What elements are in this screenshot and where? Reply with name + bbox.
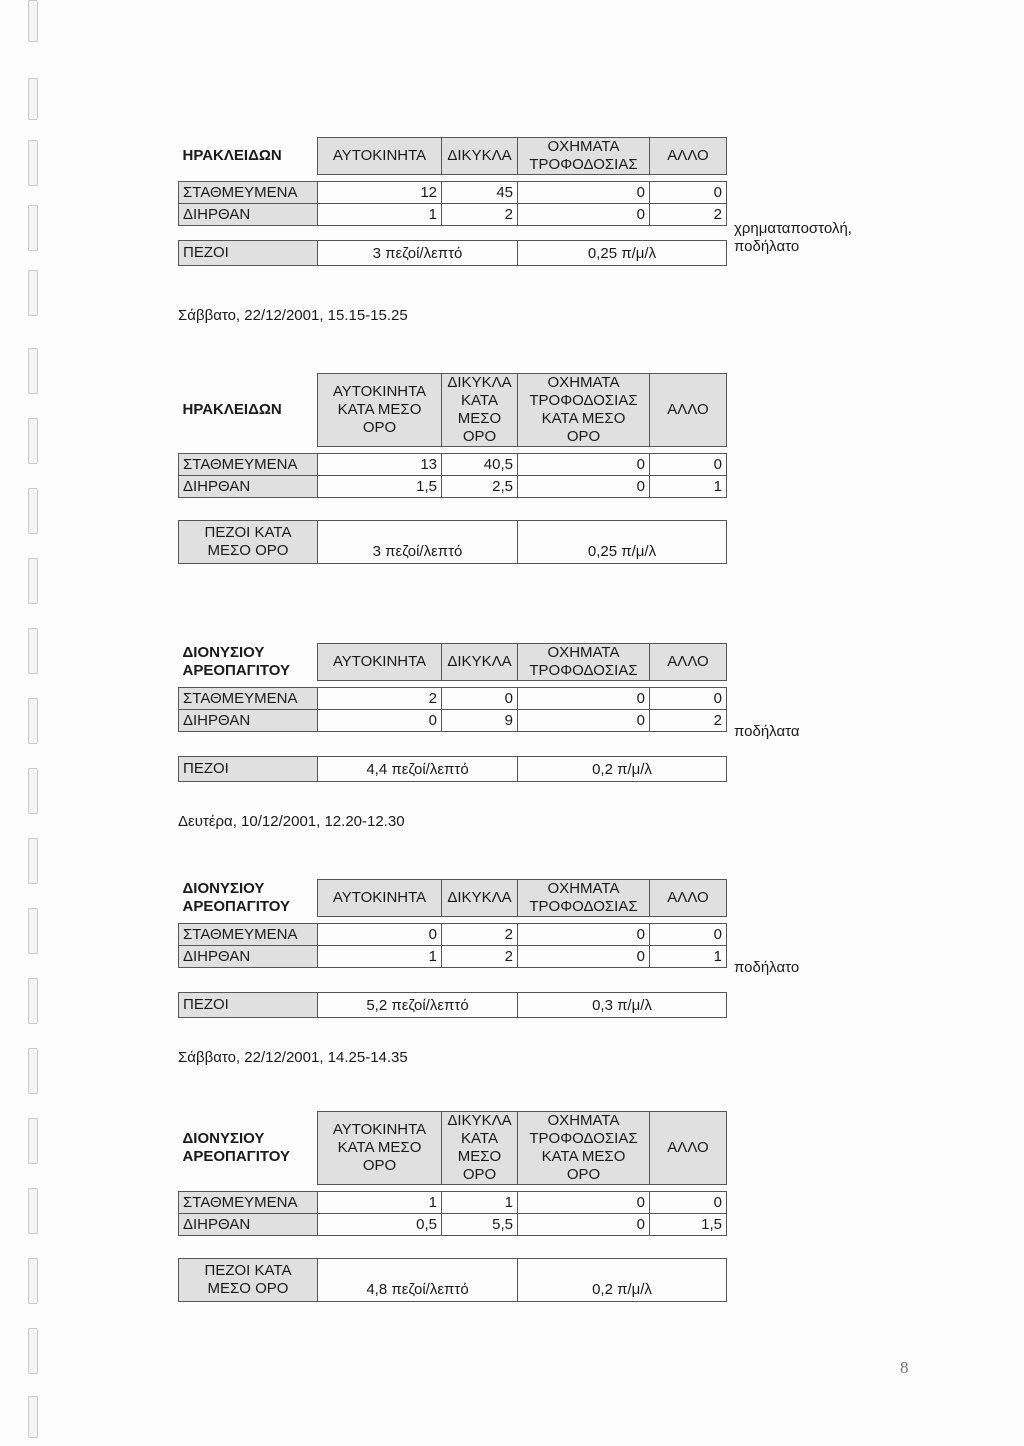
binder-mark xyxy=(28,558,38,604)
table-row xyxy=(179,454,727,476)
col-header-other: ΑΛΛΟ xyxy=(650,1112,727,1185)
cell-value: 0 xyxy=(518,204,650,226)
header-row xyxy=(179,1112,727,1185)
vehicle-table xyxy=(178,137,727,226)
col-header-cars: ΑΥΤΟΚΙΝΗΤΑ xyxy=(318,880,442,917)
col-header-other: ΑΛΛΟ xyxy=(650,644,727,681)
pedestrian-label: ΠΕΖΟΙ xyxy=(179,993,318,1018)
table-row xyxy=(179,241,727,266)
row-label-passed: ΔΙΗΡΘΑΝ xyxy=(179,1214,318,1236)
col-header-motorcycles: ΔΙΚΥΚΛΑ xyxy=(442,644,518,681)
table-row xyxy=(179,757,727,782)
col-header-motorcycles-avg: ΔΙΚΥΚΛΑ ΚΑΤΑ ΜΕΣΟ ΟΡΟ xyxy=(442,374,518,447)
table-row xyxy=(179,1192,727,1214)
binder-mark xyxy=(28,768,38,814)
traffic-block-3 xyxy=(178,643,726,782)
col-header-motorcycles: ΔΙΚΥΚΛΑ xyxy=(442,138,518,175)
pedestrian-density: 0,3 π/μ/λ xyxy=(518,993,727,1018)
cell-value: 0 xyxy=(442,688,518,710)
row-label-parked: ΣΤΑΘΜΕΥΜΕΝΑ xyxy=(179,924,318,946)
cell-value: 2 xyxy=(442,924,518,946)
row-label-parked: ΣΤΑΘΜΕΥΜΕΝΑ xyxy=(179,182,318,204)
row-label-passed: ΔΙΗΡΘΑΝ xyxy=(179,946,318,968)
binder-mark xyxy=(28,978,38,1024)
pedestrian-table xyxy=(178,756,727,782)
binder-mark xyxy=(28,1188,38,1234)
cell-value: 0 xyxy=(318,924,442,946)
date-caption: Σάββατο, 22/12/2001, 14.25-14.35 xyxy=(178,1049,408,1066)
cell-value: 0 xyxy=(518,710,650,732)
binder-mark xyxy=(28,1396,38,1438)
cell-value: 0 xyxy=(650,924,727,946)
header-row xyxy=(179,880,727,917)
binder-mark xyxy=(28,908,38,954)
binder-mark xyxy=(28,1118,38,1164)
binder-mark xyxy=(28,1328,38,1374)
binder-mark xyxy=(28,1048,38,1094)
header-row xyxy=(179,644,727,681)
col-header-motorcycles-avg: ΔΙΚΥΚΛΑ ΚΑΤΑ ΜΕΣΟ ΟΡΟ xyxy=(442,1112,518,1185)
pedestrian-table xyxy=(178,520,727,564)
col-header-cars: ΑΥΤΟΚΙΝΗΤΑ xyxy=(318,644,442,681)
cell-value: 0 xyxy=(518,1192,650,1214)
cell-value: 0 xyxy=(650,454,727,476)
pedestrian-rate: 4,4 πεζοί/λεπτό xyxy=(318,757,518,782)
binder-mark xyxy=(28,488,38,534)
pedestrian-label: ΠΕΖΟΙ ΚΑΤΑ ΜΕΣΟ ΟΡΟ xyxy=(179,1259,318,1302)
cell-value: 2 xyxy=(442,946,518,968)
row-label-parked: ΣΤΑΘΜΕΥΜΕΝΑ xyxy=(179,454,318,476)
cell-value: 0 xyxy=(518,182,650,204)
vehicle-table xyxy=(178,373,727,498)
cell-value: 2 xyxy=(318,688,442,710)
note: ποδήλατα xyxy=(734,723,800,740)
row-label-passed: ΔΙΗΡΘΑΝ xyxy=(179,204,318,226)
pedestrian-density: 0,2 π/μ/λ xyxy=(518,757,727,782)
col-header-delivery-avg: ΟΧΗΜΑΤΑ ΤΡΟΦΟΔΟΣΙΑΣ ΚΑΤΑ ΜΕΣΟ ΟΡΟ xyxy=(518,1112,650,1185)
table-row xyxy=(179,688,727,710)
cell-value: 2,5 xyxy=(442,476,518,498)
traffic-block-2 xyxy=(178,373,726,564)
binder-mark xyxy=(28,205,38,251)
table-row xyxy=(179,521,727,564)
pedestrian-rate: 3 πεζοί/λεπτό xyxy=(318,241,518,266)
col-header-cars: ΑΥΤΟΚΙΝΗΤΑ xyxy=(318,138,442,175)
row-label-parked: ΣΤΑΘΜΕΥΜΕΝΑ xyxy=(179,1192,318,1214)
col-header-delivery: ΟΧΗΜΑΤΑ ΤΡΟΦΟΔΟΣΙΑΣ xyxy=(518,644,650,681)
pedestrian-density: 0,25 π/μ/λ xyxy=(518,241,727,266)
col-header-other: ΑΛΛΟ xyxy=(650,374,727,447)
cell-value: 0 xyxy=(518,924,650,946)
cell-value: 1,5 xyxy=(318,476,442,498)
page-number: 8 xyxy=(900,1358,909,1377)
col-header-delivery: ΟΧΗΜΑΤΑ ΤΡΟΦΟΔΟΣΙΑΣ xyxy=(518,138,650,175)
col-header-cars-avg: ΑΥΤΟΚΙΝΗΤΑ ΚΑΤΑ ΜΕΣΟ ΟΡΟ xyxy=(318,374,442,447)
row-label-parked: ΣΤΑΘΜΕΥΜΕΝΑ xyxy=(179,688,318,710)
binder-mark xyxy=(28,348,38,394)
pedestrian-rate: 4,8 πεζοί/λεπτό xyxy=(318,1259,518,1302)
street-title: ΗΡΑΚΛΕΙΔΩΝ xyxy=(182,147,282,164)
pedestrian-label: ΠΕΖΟΙ ΚΑΤΑ ΜΕΣΟ ΟΡΟ xyxy=(179,521,318,564)
traffic-block-1 xyxy=(178,137,726,266)
table-row xyxy=(179,710,727,732)
pedestrian-rate: 5,2 πεζοί/λεπτό xyxy=(318,993,518,1018)
cell-value: 9 xyxy=(442,710,518,732)
traffic-block-5 xyxy=(178,1111,726,1302)
cell-value: 0 xyxy=(318,710,442,732)
binder-mark xyxy=(28,78,38,120)
cell-value: 0 xyxy=(518,946,650,968)
cell-value: 13 xyxy=(318,454,442,476)
cell-value: 0 xyxy=(518,454,650,476)
pedestrian-density: 0,25 π/μ/λ xyxy=(518,521,727,564)
header-row xyxy=(179,374,727,447)
vehicle-table xyxy=(178,879,727,968)
binder-mark xyxy=(28,628,38,674)
table-row xyxy=(179,993,727,1018)
col-header-delivery-avg: ΟΧΗΜΑΤΑ ΤΡΟΦΟΔΟΣΙΑΣ ΚΑΤΑ ΜΕΣΟ ΟΡΟ xyxy=(518,374,650,447)
cell-value: 0 xyxy=(518,1214,650,1236)
table-row xyxy=(179,182,727,204)
cell-value: 1 xyxy=(650,946,727,968)
pedestrian-label: ΠΕΖΟΙ xyxy=(179,757,318,782)
binder-mark xyxy=(28,418,38,464)
row-label-passed: ΔΙΗΡΘΑΝ xyxy=(179,476,318,498)
cell-value: 1 xyxy=(318,946,442,968)
col-header-other: ΑΛΛΟ xyxy=(650,880,727,917)
binder-mark xyxy=(28,698,38,744)
pedestrian-rate: 3 πεζοί/λεπτό xyxy=(318,521,518,564)
pedestrian-label: ΠΕΖΟΙ xyxy=(179,241,318,266)
table-row xyxy=(179,204,727,226)
cell-value: 0 xyxy=(518,688,650,710)
cell-value: 0 xyxy=(650,688,727,710)
date-caption: Σάββατο, 22/12/2001, 15.15-15.25 xyxy=(178,307,408,324)
note: χρηματαποστολή, ποδήλατο xyxy=(734,220,852,255)
pedestrian-table xyxy=(178,992,727,1018)
col-header-delivery: ΟΧΗΜΑΤΑ ΤΡΟΦΟΔΟΣΙΑΣ xyxy=(518,880,650,917)
street-title: ΗΡΑΚΛΕΙΔΩΝ xyxy=(182,401,282,418)
street-title: ΔΙΟΝΥΣΙΟΥ ΑΡΕΟΠΑΓΙΤΟΥ xyxy=(182,1130,291,1165)
date-caption: Δευτέρα, 10/12/2001, 12.20-12.30 xyxy=(178,813,405,830)
binder-mark xyxy=(28,140,38,186)
table-row xyxy=(179,476,727,498)
cell-value: 2 xyxy=(442,204,518,226)
table-row xyxy=(179,1259,727,1302)
cell-value: 0 xyxy=(650,1192,727,1214)
binder-mark xyxy=(28,838,38,884)
binder-mark xyxy=(28,1258,38,1304)
pedestrian-table xyxy=(178,240,727,266)
cell-value: 0 xyxy=(518,476,650,498)
col-header-motorcycles: ΔΙΚΥΚΛΑ xyxy=(442,880,518,917)
pedestrian-table xyxy=(178,1258,727,1302)
note: ποδήλατο xyxy=(734,959,800,976)
cell-value: 2 xyxy=(650,710,727,732)
cell-value: 2 xyxy=(650,204,727,226)
cell-value: 12 xyxy=(318,182,442,204)
col-header-other: ΑΛΛΟ xyxy=(650,138,727,175)
row-label-passed: ΔΙΗΡΘΑΝ xyxy=(179,710,318,732)
cell-value: 1 xyxy=(650,476,727,498)
cell-value: 1 xyxy=(442,1192,518,1214)
binder-mark xyxy=(28,270,38,316)
cell-value: 5,5 xyxy=(442,1214,518,1236)
binder-mark xyxy=(28,0,38,42)
vehicle-table xyxy=(178,643,727,732)
cell-value: 1,5 xyxy=(650,1214,727,1236)
cell-value: 45 xyxy=(442,182,518,204)
traffic-block-4 xyxy=(178,879,726,1018)
street-title: ΔΙΟΝΥΣΙΟΥ ΑΡΕΟΠΑΓΙΤΟΥ xyxy=(182,880,291,915)
cell-value: 0 xyxy=(650,182,727,204)
cell-value: 0,5 xyxy=(318,1214,442,1236)
col-header-cars-avg: ΑΥΤΟΚΙΝΗΤΑ ΚΑΤΑ ΜΕΣΟ ΟΡΟ xyxy=(318,1112,442,1185)
table-row xyxy=(179,924,727,946)
pedestrian-density: 0,2 π/μ/λ xyxy=(518,1259,727,1302)
cell-value: 1 xyxy=(318,1192,442,1214)
vehicle-table xyxy=(178,1111,727,1236)
street-title: ΔΙΟΝΥΣΙΟΥ ΑΡΕΟΠΑΓΙΤΟΥ xyxy=(182,644,291,679)
cell-value: 1 xyxy=(318,204,442,226)
cell-value: 40,5 xyxy=(442,454,518,476)
header-row xyxy=(179,138,727,175)
table-row xyxy=(179,946,727,968)
table-row xyxy=(179,1214,727,1236)
